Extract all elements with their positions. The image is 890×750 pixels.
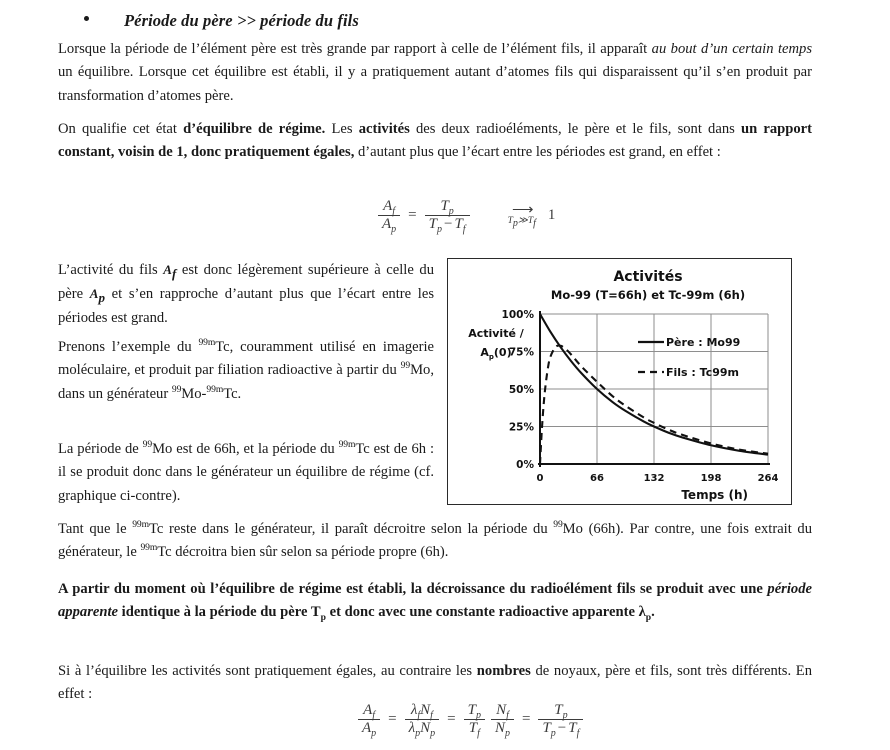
eq2-term-3 <box>464 702 485 737</box>
eq1-rhs-num-sub: p <box>448 206 454 217</box>
chart-xtick-264: 264 <box>757 473 779 484</box>
chart-legend <box>638 336 740 379</box>
eq1-lhs-den-sub: p <box>391 224 397 235</box>
eq2-t3-den-sub: f <box>477 728 480 739</box>
eq1-rhs-num: T <box>440 198 449 214</box>
paragraph-7 <box>58 578 812 625</box>
eq2-equals-1: = <box>388 711 397 727</box>
p4-sup-2: 99 <box>400 360 411 372</box>
p7-part-b: identique à la période du père T <box>118 604 321 621</box>
chart-title: Activités <box>613 269 683 285</box>
eq1-rhs-den-minus: − <box>443 216 453 232</box>
eq2-t3-num-sub: p <box>475 710 481 721</box>
eq1-rhs-den-2-sub: f <box>462 224 466 235</box>
paragraph-5 <box>58 438 434 508</box>
p5-sup-2: 99m <box>338 439 356 451</box>
p4-sup-1: 99m <box>198 337 216 349</box>
paragraph-3 <box>58 258 434 330</box>
p4-part-d: Mo- <box>181 385 207 402</box>
eq2-t2-den-l: λ <box>408 720 416 736</box>
eq2-t4-den-sub: p <box>504 728 510 739</box>
chart-ylabel-line1: Activité / <box>468 327 524 340</box>
p4-part-c: Mo, dans un générateur <box>58 362 434 402</box>
eq2-equals-2: = <box>447 711 456 727</box>
eq2-term-4 <box>491 702 514 737</box>
p5-sup-1: 99 <box>142 439 153 451</box>
chart-xtick-66: 66 <box>590 473 604 484</box>
p3-var-af: A <box>163 262 172 277</box>
eq1-cond-op: ≫ <box>517 215 528 226</box>
p5-part-b: Mo est de 66h, et la période du <box>152 441 339 457</box>
p2-bold-1: d’équilibre de régime. <box>183 121 326 137</box>
eq1-rhs-den-1-sub: p <box>436 224 442 235</box>
bullet-marker <box>84 16 89 21</box>
eq1-rhs-fraction <box>425 198 470 233</box>
eq2-t3-den: T <box>468 720 478 736</box>
eq1-lhs-num-sub: f <box>392 206 396 217</box>
p6-part-d: Tc décroitra bien sûr selon sa période propre (6h). <box>157 544 449 561</box>
chart-ylabel-line2 <box>480 346 511 361</box>
eq2-t4-num-sub: f <box>506 710 509 721</box>
p4-sup-4: 99m <box>206 383 224 395</box>
chart-xtick-198: 198 <box>700 473 722 484</box>
p7-part-a: A partir du moment où l’équilibre de régime est établi, la décroissance du radioélément fils se produit avec une <box>58 581 768 597</box>
chart-xtick-0: 0 <box>536 473 544 484</box>
eq2-t4-den: N <box>494 720 505 736</box>
p7-part-c: et donc avec une constante radioactive apparente <box>325 604 639 621</box>
p4-part-b: Tc, couramment utilisé en imagerie moléculaire, et produit par filiation radioactive à partir du <box>58 339 434 379</box>
eq2-term-1 <box>358 702 380 737</box>
p7-italic: période apparente <box>58 581 812 621</box>
p7-part-d: . <box>651 604 655 621</box>
chart-xlabel: Temps (h) <box>681 488 748 502</box>
p5-part-a: La période de <box>58 441 143 457</box>
eq2-t5-num: T <box>554 702 563 718</box>
p6-part-a: Tant que le <box>58 521 133 537</box>
chart-ytick-25: 25% <box>508 421 534 434</box>
legend-label-fils: Fils : Tc99m <box>666 366 739 379</box>
eq2-t1-den-sub: p <box>371 728 377 739</box>
p3-var-af-sub: f <box>171 265 177 281</box>
chart-svg <box>448 259 791 504</box>
eq2-t1-num-sub: f <box>372 710 376 721</box>
eq2-t5-num-sub: p <box>562 710 568 721</box>
chart-ylabel-sub: p <box>488 353 494 361</box>
eq2-t2-num-r-sub: f <box>430 710 433 721</box>
activity-decay-chart <box>447 258 792 505</box>
p6-part-c: Mo (66h). Par contre, une fois extrait du générateur, le <box>58 521 813 561</box>
p7-lambda: λ <box>638 604 646 621</box>
p2-part-a: On qualifie cet état <box>58 121 184 137</box>
p6-part-b: Tc reste dans le générateur, il paraît décroitre selon la période du <box>148 521 554 537</box>
p2-part-c: des deux radioéléments, le père et le fils, sont dans <box>409 121 741 137</box>
eq1-lhs-fraction <box>378 198 400 233</box>
p5-part-c: Tc est de 6h : il se produit donc dans le générateur un équilibre de régime (cf. graphique ci-contre). <box>58 441 435 504</box>
p2-bold-2: activités <box>358 121 410 137</box>
eq1-cond-2: T <box>527 215 534 226</box>
chart-ytick-50: 50% <box>508 384 534 396</box>
paragraph-6 <box>58 518 812 565</box>
eq2-t1-den: A <box>362 720 372 736</box>
eq1-limit-value: 1 <box>547 207 556 223</box>
p8-part-b: de noyaux, père et fils, sont très différents. En effet : <box>58 663 812 703</box>
chart-xtick-132: 132 <box>643 473 665 484</box>
chart-subtitle: Mo-99 (T=66h) et Tc-99m (6h) <box>550 288 746 302</box>
p3-part-b: est donc légèrement supérieure à celle du père <box>58 262 434 303</box>
equation-2 <box>358 702 583 737</box>
chart-ylabel-paren: (0) <box>493 346 512 359</box>
p4-part-a: Prenons l’exemple du <box>58 339 199 355</box>
p8-bold-1: nombres <box>476 663 531 679</box>
p7-sub-1: p <box>320 612 326 624</box>
equation-1 <box>378 198 557 233</box>
p6-sup-3: 99m <box>140 542 158 554</box>
p7-sub-2: p <box>645 612 652 624</box>
eq2-t5-minus: − <box>557 720 567 736</box>
p4-sup-3: 99 <box>171 383 182 395</box>
eq1-equals: = <box>408 207 417 223</box>
p3-part-a: L’activité du fils <box>58 262 164 278</box>
p6-sup-1: 99m <box>132 519 149 531</box>
eq2-t3-num: T <box>467 702 476 718</box>
eq2-t5-den-1-sub: p <box>550 728 556 739</box>
eq2-term-2 <box>405 702 440 737</box>
legend-label-pere: Père : Mo99 <box>666 336 741 349</box>
eq2-t2-num-l: λ <box>410 702 418 718</box>
eq1-limit-arrow <box>504 201 540 229</box>
eq2-t1-num: A <box>363 702 373 718</box>
p2-part-b: Les <box>325 121 359 137</box>
eq2-t2-num-r: N <box>420 702 431 718</box>
section-heading-text: Période du père >> période du fils <box>124 11 359 30</box>
p3-var-ap: A <box>89 286 99 302</box>
p3-var-ap-sub: p <box>98 290 105 306</box>
eq2-t2-num-l-sub: f <box>417 710 421 721</box>
chart-ylabel-A: A <box>480 346 489 359</box>
p2-part-d: d’autant plus que l’écart entre les périodes est grand, en effet : <box>354 144 721 161</box>
p8-part-a: Si à l’équilibre les activités sont pratiquement égales, au contraire les <box>58 663 477 679</box>
p1-italic: au bout d’un certain temps <box>651 41 812 57</box>
eq2-t2-den-r-sub: p <box>430 728 436 739</box>
paragraph-8 <box>58 660 812 707</box>
eq1-rhs-den-2: T <box>454 216 463 232</box>
p3-part-c: et s’en rapproche d’autant plus que l’écart entre les périodes est grand. <box>58 286 434 326</box>
paragraph-1 <box>58 38 812 108</box>
eq1-rhs-den-1: T <box>428 216 437 232</box>
eq2-t2-den-r: N <box>420 720 431 736</box>
eq2-t2-den-l-sub: p <box>415 728 421 739</box>
p2-bold-3: un rapport constant, voisin de 1, donc pratiquement égales, <box>58 121 813 161</box>
paragraph-2 <box>58 118 812 165</box>
eq1-cond-1: T <box>507 215 513 226</box>
eq2-t5-den-1: T <box>542 720 551 736</box>
chart-ytick-100: 100% <box>501 309 534 321</box>
eq1-lhs-den: A <box>382 216 392 232</box>
p4-part-e: Tc. <box>223 385 242 402</box>
p1-part-b: un équilibre. Lorsque cet équilibre est établi, il y a pratiquement autant d’atomes fils qui disparaissent qu’il s’en produit par transformation d’atomes père. <box>58 64 812 104</box>
paragraph-4 <box>58 336 434 406</box>
eq2-t5-den-2-sub: f <box>576 728 580 739</box>
chart-ytick-75: 75% <box>508 346 534 359</box>
chart-ytick-0: 0% <box>516 459 534 471</box>
arrow-right-icon: ⟶ <box>511 201 532 218</box>
eq1-cond-2-sub: f <box>533 217 536 229</box>
eq1-lhs-num: A <box>383 198 393 214</box>
p6-sup-2: 99 <box>553 519 563 531</box>
eq1-cond-1-sub: p <box>512 217 518 229</box>
eq2-t5-den-2: T <box>568 720 577 736</box>
eq2-t4-num: N <box>496 702 507 718</box>
eq2-term-5 <box>538 702 583 737</box>
eq2-equals-3: = <box>521 711 531 727</box>
p1-part-a: Lorsque la période de l’élément père est très grande par rapport à celle de l’élément fils, il apparaît <box>58 41 652 57</box>
